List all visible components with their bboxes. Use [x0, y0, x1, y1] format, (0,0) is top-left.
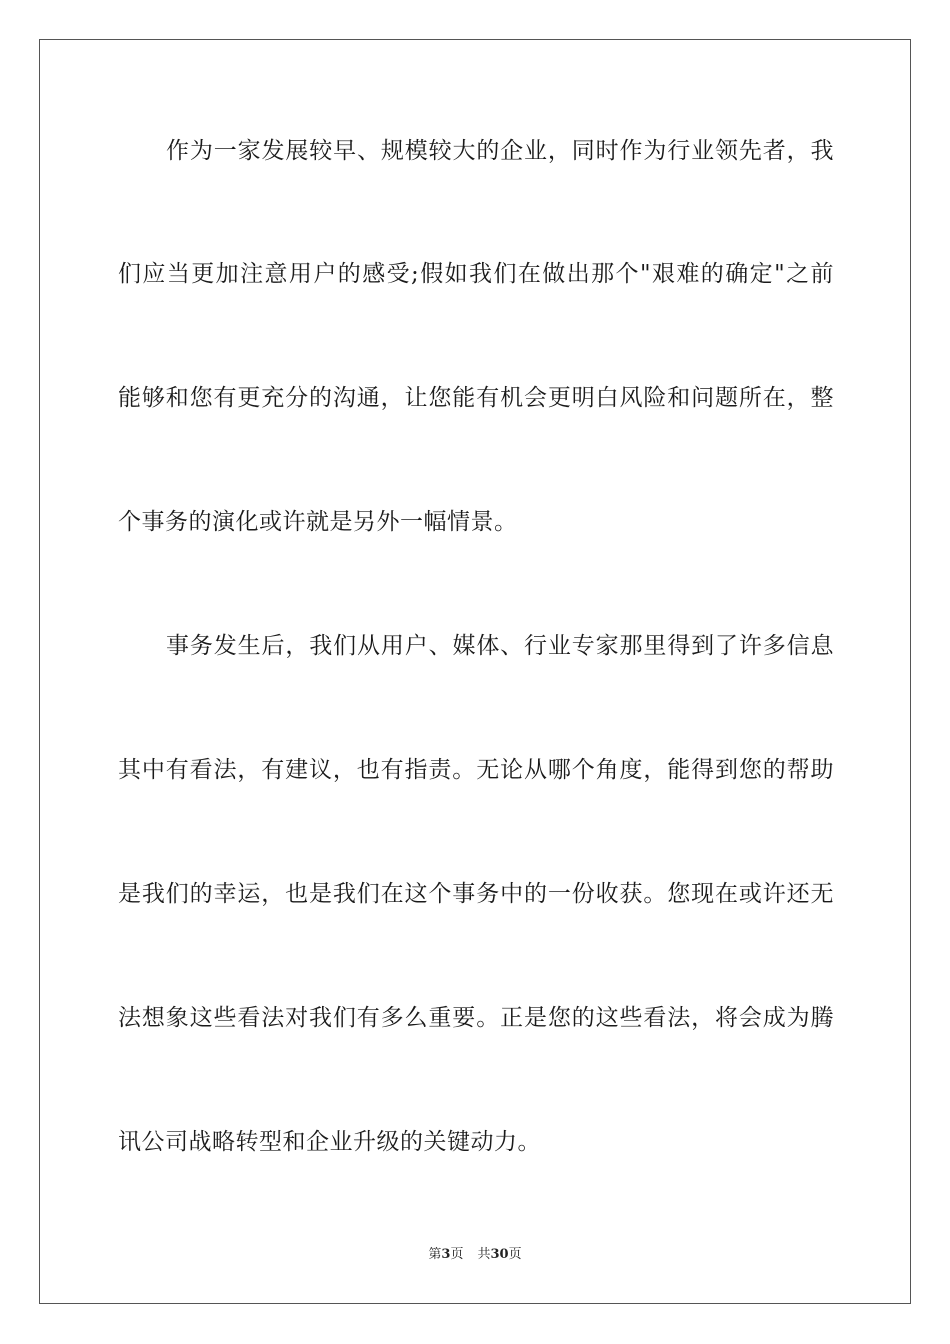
page-border	[39, 39, 911, 1304]
footer-prefix: 第	[428, 1247, 442, 1262]
paragraph-1-line-2: 们应当更加注意用户的感受;假如我们在做出那个"艰难的确定"之前	[118, 261, 834, 287]
footer-total-suffix: 页	[508, 1247, 522, 1262]
total-pages-number: 30	[490, 1247, 509, 1262]
paragraph-2-line-5: 讯公司战略转型和企业升级的关键动力。	[118, 1129, 541, 1155]
current-page-number: 3	[441, 1247, 451, 1262]
footer-page-suffix: 页	[450, 1247, 464, 1262]
paragraph-2-line-1: 事务发生后，我们从用户、媒体、行业专家那里得到了许多信息	[166, 633, 834, 659]
paragraph-1-line-4: 个事务的演化或许就是另外一幅情景。	[118, 509, 518, 535]
footer-total-prefix: 共	[477, 1247, 491, 1262]
page-footer	[0, 1246, 950, 1264]
paragraph-2-line-4: 法想象这些看法对我们有多么重要。正是您的这些看法，将会成为腾	[118, 1005, 834, 1031]
paragraph-1-line-1: 作为一家发展较早、规模较大的企业，同时作为行业领先者，我	[166, 138, 834, 164]
paragraph-1-line-3: 能够和您有更充分的沟通，让您能有机会更明白风险和问题所在，整	[118, 385, 834, 411]
paragraph-2-line-3: 是我们的幸运，也是我们在这个事务中的一份收获。您现在或许还无	[118, 881, 834, 907]
paragraph-2-line-2: 其中有看法，有建议，也有指责。无论从哪个角度，能得到您的帮助	[118, 757, 834, 783]
